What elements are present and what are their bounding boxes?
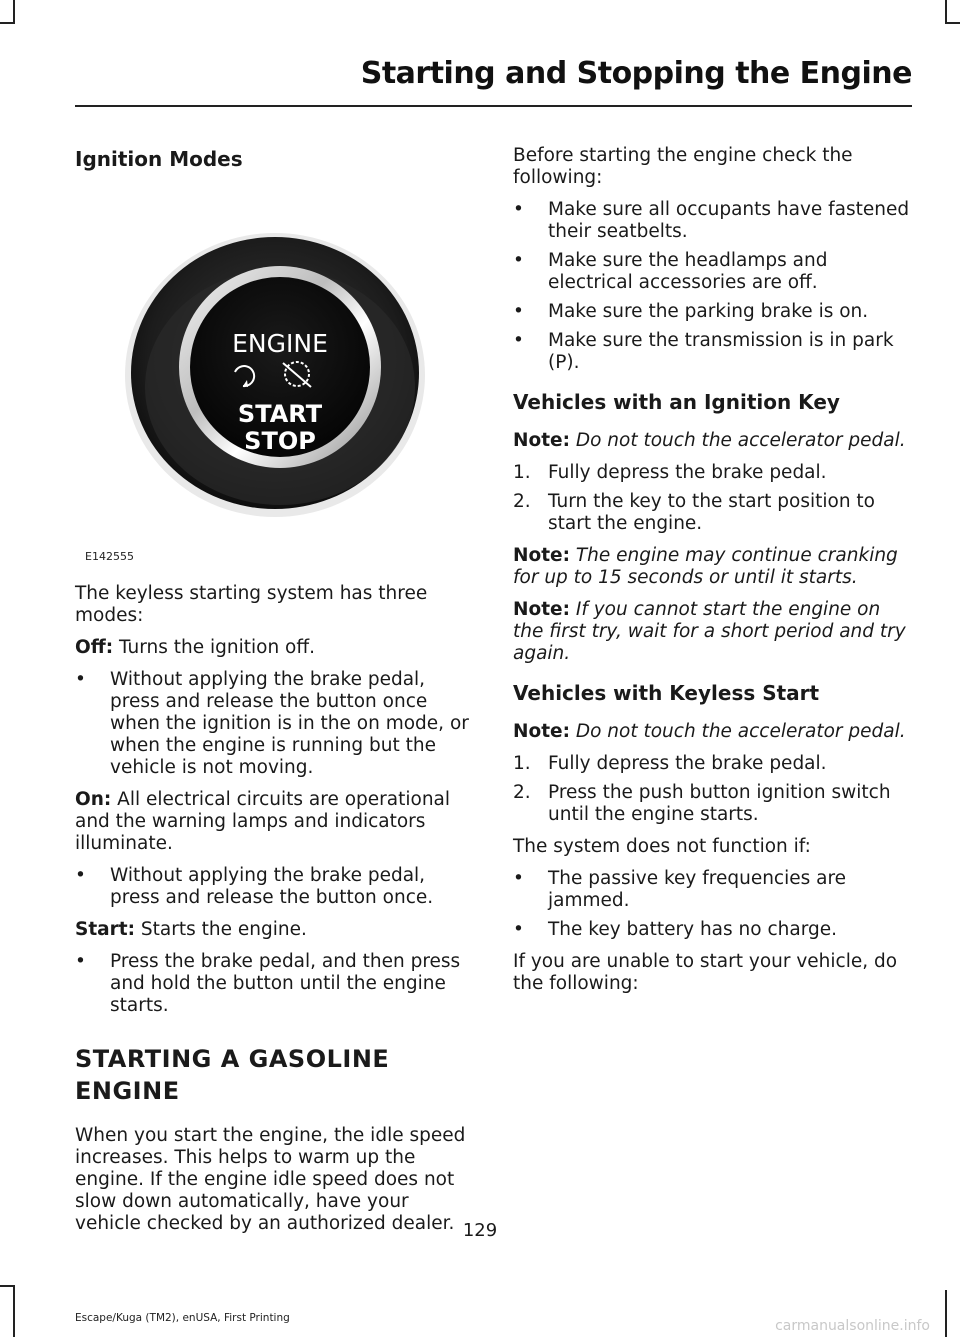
list-item-text: Fully depress the brake pedal. xyxy=(548,753,827,774)
bullet-icon: • xyxy=(513,250,524,271)
mode-term: Off: xyxy=(75,637,114,658)
crop-mark xyxy=(0,22,15,24)
mode-on-bullets xyxy=(75,865,475,909)
list-item-text: Make sure the transmission is in park (P). xyxy=(548,330,894,373)
ignition-modes-heading: Ignition Modes xyxy=(75,147,243,171)
note xyxy=(513,721,913,743)
mode-off-bullets xyxy=(75,669,475,779)
bullet-icon: • xyxy=(75,865,86,886)
step-number: 2. xyxy=(513,782,531,803)
section-heading xyxy=(75,1043,475,1107)
section-heading-line: ENGINE xyxy=(75,1077,180,1105)
list-item xyxy=(513,919,913,941)
crop-mark xyxy=(945,22,960,24)
list-item-text: Without applying the brake pedal, press and release the button once. xyxy=(110,865,434,908)
keyless-steps xyxy=(513,753,913,826)
checklist xyxy=(513,199,913,374)
note-label: Note: xyxy=(513,721,570,742)
mode-start-bullets xyxy=(75,951,475,1017)
engine-start-stop-button-icon xyxy=(75,187,475,537)
list-item xyxy=(513,753,913,775)
bullet-icon: • xyxy=(513,868,524,889)
list-item-text: The key battery has no charge. xyxy=(548,919,837,940)
note-text: Do not touch the accelerator pedal. xyxy=(569,721,906,742)
list-item-text: The passive key frequencies are jammed. xyxy=(548,868,847,911)
list-item xyxy=(75,951,475,1017)
list-item-text: Fully depress the brake pedal. xyxy=(548,462,827,483)
note xyxy=(513,545,913,589)
engine-start-stop-figure xyxy=(75,187,475,563)
crop-mark xyxy=(13,1285,15,1337)
section-body: When you start the engine, the idle speed increases. This helps to warm up the engine. If the engine idle speed does not slow down automatically, have your vehicle checked by an authorized dealer. xyxy=(75,1125,466,1234)
list-item xyxy=(513,301,913,323)
list-item-text: Press the brake pedal, and then press and hold the button until the engine starts. xyxy=(110,951,461,1016)
list-item-text: Turn the key to the start position to start the engine. xyxy=(548,491,876,534)
bullet-icon: • xyxy=(513,199,524,220)
right-column xyxy=(513,145,913,1005)
stop-label: STOP xyxy=(244,427,316,455)
mode-term: On: xyxy=(75,789,112,810)
step-number: 2. xyxy=(513,491,531,512)
bullet-icon: • xyxy=(513,330,524,351)
key-steps xyxy=(513,462,913,535)
list-item xyxy=(513,199,913,243)
list-item xyxy=(75,865,475,909)
note-text: The engine may continue cranking for up to 15 seconds or until it starts. xyxy=(513,545,898,588)
note-text: If you cannot start the engine on the first try, wait for a short period and try again. xyxy=(513,599,906,664)
list-item xyxy=(75,669,475,779)
page-title: Starting and Stopping the Engine xyxy=(360,56,912,91)
note-label: Note: xyxy=(513,430,570,451)
list-item-text: Make sure all occupants have fastened their seatbelts. xyxy=(548,199,910,242)
list-item xyxy=(513,250,913,294)
crop-mark xyxy=(13,0,15,22)
bullet-icon: • xyxy=(75,951,86,972)
engine-label: ENGINE xyxy=(232,329,328,358)
list-item-text: Press the push button ignition switch until the engine starts. xyxy=(548,782,891,825)
list-item xyxy=(513,491,913,535)
step-number: 1. xyxy=(513,462,531,483)
note xyxy=(513,599,913,665)
crop-mark xyxy=(0,1285,15,1287)
checklist-intro: Before starting the engine check the following: xyxy=(513,145,853,188)
bullet-icon: • xyxy=(513,301,524,322)
watermark: carmanualsonline.info xyxy=(775,1318,930,1334)
mode-off xyxy=(75,637,475,659)
step-number: 1. xyxy=(513,753,531,774)
mode-text: All electrical circuits are operational and the warning lamps and indicators illuminate. xyxy=(75,789,451,854)
list-item xyxy=(513,462,913,484)
start-label: START xyxy=(237,400,323,428)
bullet-icon: • xyxy=(75,669,86,690)
ignition-key-heading: Vehicles with an Ignition Key xyxy=(513,390,840,414)
list-item xyxy=(513,782,913,826)
list-item xyxy=(513,330,913,374)
unable-paragraph: If you are unable to start your vehicle, do the following: xyxy=(513,951,898,994)
crop-mark xyxy=(945,1290,947,1337)
note-label: Note: xyxy=(513,599,570,620)
header-divider xyxy=(75,105,912,107)
edition-line: Escape/Kuga (TM2), enUSA, First Printing xyxy=(75,1312,290,1324)
left-column xyxy=(75,145,475,1245)
figure-id: E142555 xyxy=(85,550,134,563)
intro-paragraph: The keyless starting system has three modes: xyxy=(75,583,428,626)
mode-on xyxy=(75,789,475,855)
section-heading-line: STARTING A GASOLINE xyxy=(75,1045,390,1073)
note-text: Do not touch the accelerator pedal. xyxy=(569,430,906,451)
mode-text: Starts the engine. xyxy=(135,919,307,940)
note-label: Note: xyxy=(513,545,570,566)
mode-start xyxy=(75,919,475,941)
mode-term: Start: xyxy=(75,919,136,940)
bullet-icon: • xyxy=(513,919,524,940)
list-item-text: Make sure the parking brake is on. xyxy=(548,301,869,322)
mode-text: Turns the ignition off. xyxy=(113,637,315,658)
page-number: 129 xyxy=(462,1220,498,1241)
list-item-text: Make sure the headlamps and electrical accessories are off. xyxy=(548,250,828,293)
crop-mark xyxy=(945,0,947,22)
list-item xyxy=(513,868,913,912)
fail-list xyxy=(513,868,913,941)
fail-intro: The system does not function if: xyxy=(513,836,811,857)
keyless-start-heading: Vehicles with Keyless Start xyxy=(513,681,820,705)
note xyxy=(513,430,913,452)
list-item-text: Without applying the brake pedal, press and release the button once when the ignition is in the on mode, or when the engine is running but the vehicle is not moving. xyxy=(110,669,469,778)
